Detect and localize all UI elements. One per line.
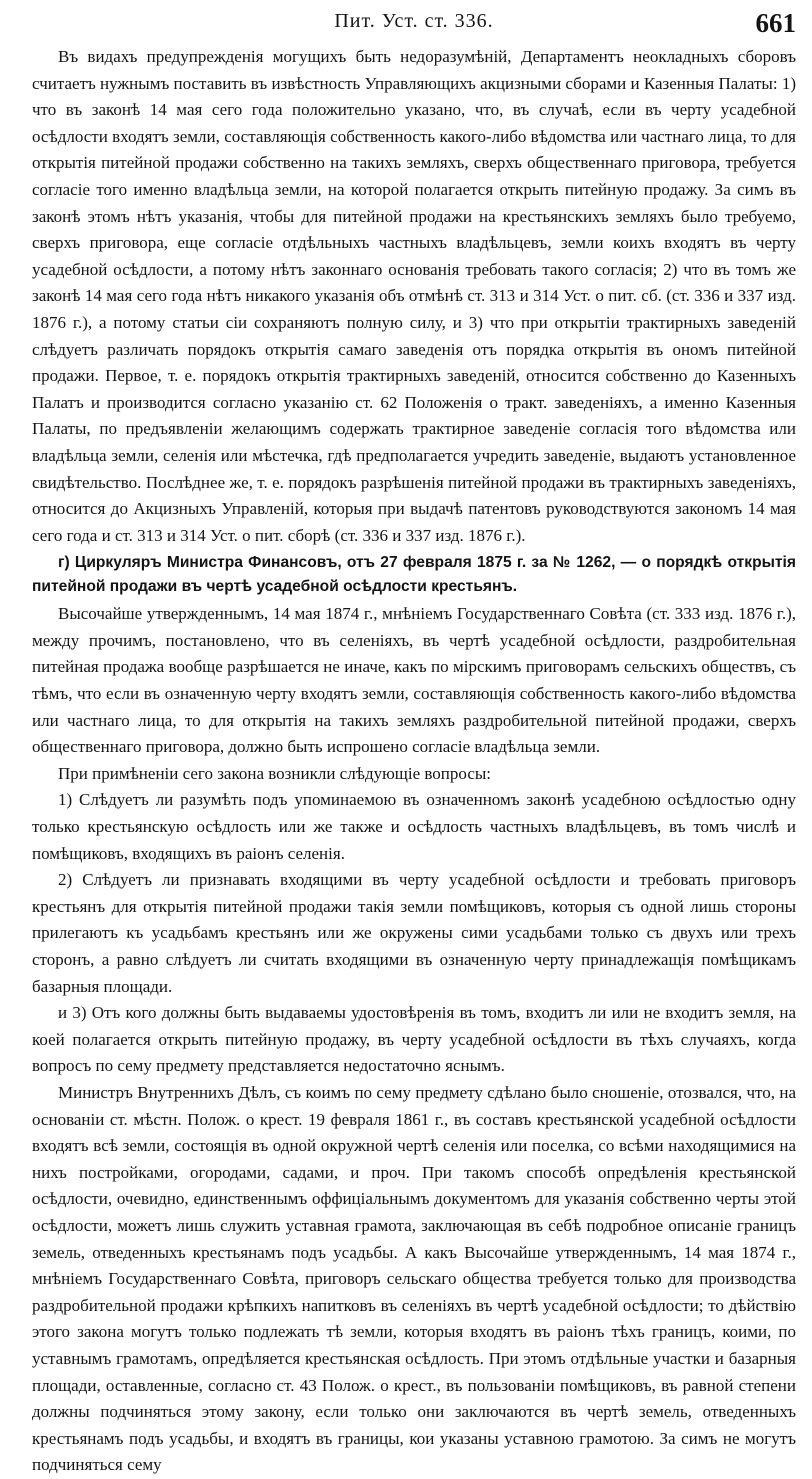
paragraph: Министръ Внутреннихъ Дѣлъ, съ коимъ по сему предмету сдѣлано было сношеніе, отозвался, что, на основаніи ст. мѣстн. Полож. о крест. 19 февраля 1861 г., въ составъ крестьянской усадебной осѣдлости входятъ всѣ земли, состоящія въ одной окружной чертѣ селенія или поселка, со всѣми находящимися на нихъ постройками, огородами, садами, и проч. При такомъ способѣ опредѣленія крестьянской осѣдлости, очевидно, единственнымъ оффиціальнымъ документомъ для указанія собственно черты этой осѣдлости, можетъ лишь служить уставная грамота, заключающая въ себѣ подробное описаніе границъ земель, отведенныхъ крестьянамъ подъ усадьбы. А какъ Высочайше утвержденнымъ, 14 мая 1874 г., мнѣніемъ Государственнаго Совѣта, приговоръ сельскаго общества требуется только для производства раздробительной продажи крѣпкихъ напитковъ въ селеніяхъ въ чертѣ усадебной осѣдлости; то дѣйствію этого закона могутъ только подлежать тѣ земли, которыя входятъ въ раіонъ тѣхъ границъ, коими, по уставнымъ грамотамъ, опредѣляется крестьянская осѣдлость. При этомъ отдѣльные участки и базарныя площади, оставленные, согласно ст. 43 Полож. о крест., въ пользованіи помѣщиковъ, въ равной степени должны подчиняться этому закону, если только они заключаются въ чертѣ земель, отведенныхъ крестьянамъ подъ усадьбы, и входятъ въ границы, кои указаны уставною грамотою. За симъ не могутъ подчиняться сему xyxy=(32,1082,796,1475)
running-head: Пит. Уст. ст. 336. xyxy=(334,10,494,32)
body-text xyxy=(32,44,796,1479)
document-page xyxy=(32,0,796,1475)
paragraph: При примѣненіи сего закона возникли слѣдующіе вопросы: xyxy=(58,763,492,783)
page-header xyxy=(32,0,796,44)
page-number: 661 xyxy=(755,8,796,38)
paragraph: 2) Слѣдуетъ ли признавать входящими въ черту усадебной осѣдлости и требовать приговоръ крестьянъ для открытія питейной продажи такія земли помѣщиковъ, которыя съ одной лишь стороны прилегаютъ къ усадьбамъ крестьянъ или же окружены сими усадьбами только съ двухъ или трехъ сторонъ, а равно слѣдуетъ ли считать входящими въ означенную черту принадлежащія помѣщикамъ базарныя площади. xyxy=(32,870,796,996)
paragraph: Въ видахъ предупрежденія могущихъ быть недоразумѣній, Департаментъ неокладныхъ сборовъ считаетъ нужнымъ поставить въ извѣстность Управляющихъ акцизными сборами и Казенныя Палаты: 1) что въ законѣ 14 мая сего года положительно указано, что, въ случаѣ, если въ черту усадебной осѣдлости входятъ земли, составляющія собственность какого-либо вѣдомства или частнаго лица, то для открытія питейной продажи собственно на такихъ земляхъ, сверхъ общественнаго приговора, требуется согласіе того именно владѣльца земли, на которой полагается открыть питейную продажу. За симъ въ законѣ этомъ нѣтъ указанія, чтобы для питейной продажи на крестьянскихъ земляхъ было требуемо, сверхъ приговора, еще согласіе отдѣльныхъ частныхъ владѣльцевъ, земли коихъ входятъ въ черту усадебной осѣдлости, а потому нѣтъ законнаго основанія требовать такого согласія; 2) что въ томъ же законѣ 14 мая сего года нѣтъ никакого указанія объ отмѣнѣ ст. 313 и 314 Уст. о пит. сб. (ст. 336 и 337 изд. 1876 г.), а потому статьи сіи сохраняютъ полную силу, и 3) что при открытіи трактирныхъ заведеній слѣдуетъ различать порядокъ открытія самаго заведенія отъ порядка открытія въ ономъ питейной продажи. Первое, т. е. порядокъ открытія трактирныхъ заведеній, относится собственно до Казенныхъ Палатъ и производится согласно указанію ст. 62 Положенія о тракт. заведеніяхъ, а именно Казенныя Палаты, по предъявленіи желающимъ содержать трактирное заведеніе согласія того вѣдомства или владѣльца земли, селенія или мѣстечка, гдѣ предполагается учредить заведеніе, выдаютъ установленное свидѣтельство. Послѣднее же, т. е. порядокъ разрѣшенія питейной продажи въ трактирныхъ заведеніяхъ, относится до Акцизныхъ Управленій, которыя при выдачѣ патентовъ руководствуются закономъ 14 мая сего года и ст. 313 и 314 Уст. о пит. сборѣ (ст. 336 и 337 изд. 1876 г.). xyxy=(32,47,796,545)
paragraph: Высочайше утвержденнымъ, 14 мая 1874 г., мнѣніемъ Государственнаго Совѣта (ст. 333 изд. 1876 г.), между прочимъ, постановлено, что въ селеніяхъ, въ чертѣ усадебной осѣдлости, раздробительная питейная продажа вообще разрѣшается не иначе, какъ по мірскимъ приговорамъ сельскихъ обществъ, съ тѣмъ, что если въ означенную черту входятъ земли, составляющія собственность какого-либо вѣдомства или частнаго лица, то для открытія на такихъ земляхъ раздробительной питейной продажи, сверхъ общественнаго приговора, должно быть испрошено согласіе владѣльца земли. xyxy=(32,604,796,757)
section-heading: г) Циркуляръ Министра Финансовъ, отъ 27 февраля 1875 г. за № 1262, — о порядкѣ открытія питейной продажи въ чертѣ усадебной осѣдлости крестьянъ. xyxy=(32,554,796,596)
paragraph: и 3) Отъ кого должны быть выдаваемы удостовѣренія въ томъ, входитъ ли или не входитъ земля, на коей полагается открыть питейную продажу, въ черту усадебной осѣдлости въ тѣхъ случаяхъ, когда вопросъ по сему предмету представляется недостаточно яснымъ. xyxy=(32,1003,796,1076)
paragraph: 1) Слѣдуетъ ли разумѣть подъ упоминаемою въ означенномъ законѣ усадебною осѣдлостью одну только крестьянскую осѣдлость или же также и осѣдлость частныхъ владѣльцевъ, въ томъ числѣ и помѣщиковъ, входящихъ въ раіонъ селенія. xyxy=(32,790,796,863)
